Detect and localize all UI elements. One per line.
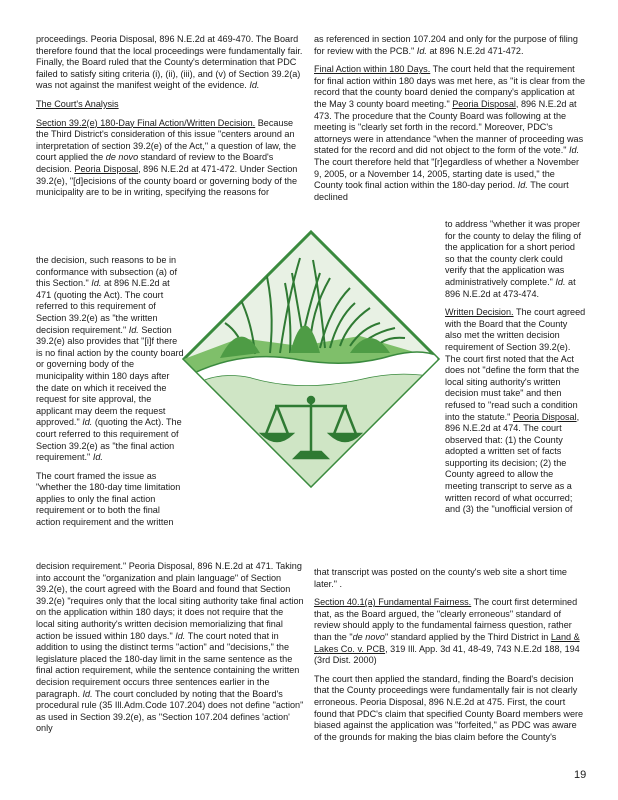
right-paragraph-5: The court then applied the standard, finding the Board's decision that the County proceedings were fundamentally fair is not clearly erroneous. Peoria Disposal, 896 N.E.2d at 475. First, the court found that PDC's claim that specified County Board members were biased against the application was "forfeited," as PDC was aware of the grounds for making the bias claim before the County's (314, 673, 584, 742)
right-paragraph-3: that transcript was posted on the county's web site a short time later." . (314, 567, 567, 589)
left-wrap-paragraph-2: The court framed the issue as "whether the 180-day time limitation applies to only the final action requirement or to both the final action requirement and the written (36, 470, 181, 528)
right-paragraph-4: Section 40.1(a) Fundamental Fairness. The court first determined that, as the Board argued, the "clearly erroneous" standard of review should apply to the fundamental fairness question, rather than the "de novo" standard applied by the Third District in Land & Lakes Co. v. PCB, 319 Ill. App. 3d 41, 48-49, 743 N.E.2d 188, 194 (3rd Dist. 2000) (314, 597, 580, 666)
analysis-heading: The Court's Analysis (36, 98, 119, 109)
right-wrap-paragraph-2: Written Decision. The court agreed with the Board that the County also met the written decision requirement of Section 39.2(e). The court first noted that the Act does not "define the form that the local siting authority's written decision must take" and then refused to "read such a condition into the statute." Peoria Disposal, 896 N.E.2d at 474. The court observed that: (1) the County adopted a written set of facts supporting its decision; (2) the County agreed to allow the meeting transcript to serve as a written record of what occurred; and (3) the "unofficial version of (445, 307, 586, 515)
right-paragraph-2: Final Action within 180 Days. The court held that the requirement for final action within 180 days was met here, as "it is clear from the record that the county board denied the company's application at the May 3 county board meeting." Peoria Disposal, 896 N.E.2d at 473. The procedure that the County Board was following at the meeting is "clearly set forth in the record." Moreover, PDC's attorneys were in attendance "when the manner of proceeding was stated for the record and did not object to the form of the vote." Id. The court therefore held that "[r]egardless of whether a November 9, 2005, or a November 14, 2005, starting date is used," the County took final action within the 180-day period. Id. The court declined (314, 64, 586, 202)
left-wrapped-text (36, 255, 184, 529)
final-action-heading: Final Action within 180 Days. (314, 64, 431, 75)
written-decision-heading: Written Decision. (445, 307, 514, 318)
right-wrap-paragraph-1: to address "whether it was proper for the county to delay the filing of the application for a short period so that the county clerk could verify that the application was administratively complete." Id. at 896 N.E.2d at 473-474. (445, 219, 581, 299)
right-bottom-text (314, 567, 586, 743)
section-39-2e-heading: Section 39.2(e) 180-Day Final Action/Written Decision. (36, 117, 256, 128)
page-number: 19 (574, 769, 587, 781)
left-wrap-paragraph-1: the decision, such reasons to be in conformance with subsection (a) of this Section." Id. at 896 N.E.2d at 471 (quoting the Act). The court referred to this requirement of Section 39.2(e) as "the written decision requirement." Id. Section 39.2(e) also provides that "[i]f there is no final action by the county board or governing body of the municipality within 180 days after the date on which it received the request for site approval, the applicant may deem the request approved." Id. (quoting the Act). The court referred to this requirement of Section 39.2(e) as "the final action requirement." Id. (36, 255, 184, 463)
left-column (36, 34, 304, 199)
right-column (314, 34, 586, 203)
pollution-control-board-logo (180, 228, 442, 490)
right-wrapped-text (445, 219, 586, 516)
left-bottom-text (36, 561, 304, 735)
right-paragraph-1: as referenced in section 107.204 and only for the purpose of filing for review with the PCB." Id. at 896 N.E.2d 471-472. (314, 34, 578, 56)
left-paragraph-3: decision requirement." Peoria Disposal, 896 N.E.2d at 471. Taking into account the "organization and plain language" of Section 39.2(e), the court agreed with the Board and found that Section 39.2(e) "requires only that the local siting authority take final action on the application within 180 days; it does not require that the local siting authority's written decision memorializing that final action be issued within 180 days." Id. The court noted that in addition to using the distinct terms "action" and "decisions," the legislature placed the 180-day limit in the same sentence as the final action requirement, while the sentence containing the written decision requirement occurs three sentences earlier in the paragraph. Id. The court concluded by noting that the Board's procedural rule (35 Ill.Adm.Code 107.204) does not define "action" as used in Section 39.2(e), as "Section 107.204 defines 'action' only (36, 561, 304, 734)
left-paragraph-2: Section 39.2(e) 180-Day Final Action/Written Decision. Because the Third District's consideration of this issue "centers around an interpretation of section 39.2(e) of the Act," a question of law, the court applied the de novo standard of review to the Board's decision. Peoria Disposal, 896 N.E.2d at 471-472. Under Section 39.2(e), "[d]ecisions of the county board or governing body of the municipality are to be in writing, specifying the reasons for (36, 117, 298, 198)
fundamental-fairness-heading: Section 40.1(a) Fundamental Fairness. (314, 597, 472, 608)
left-paragraph-1: proceedings. Peoria Disposal, 896 N.E.2d at 469-470. The Board therefore found that the local proceedings were fundamentally fair. Finally, the Board ruled that the County's determination that PDC failed to satisfy siting criteria (i), (ii), (iii), and (v) of Section 39.2(a) was not against the manifest weight of the evidence. Id. (36, 34, 303, 91)
